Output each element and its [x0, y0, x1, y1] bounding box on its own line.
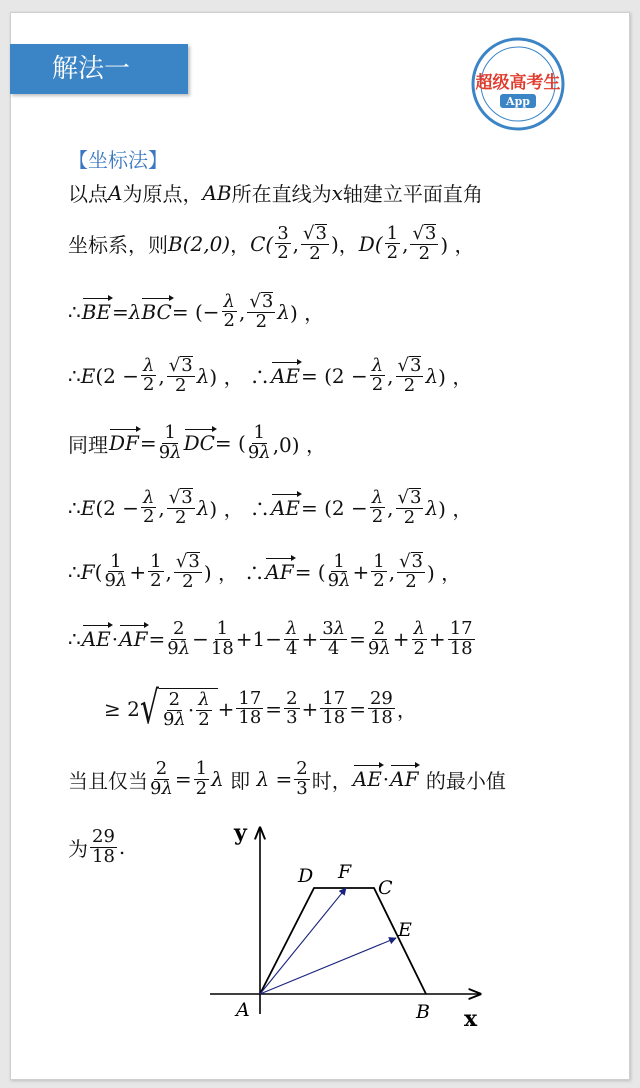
intro-line: 以点 A 为原点， AB 所在直线为 x 轴建立平面直角 — [68, 180, 483, 206]
e-line-1: ∴ E (2 − $\frac{\lambda}{2}$ , $\frac{√3}{2}$ λ ) ， ∴ AE = (2 − $\frac{\lambda}{2}$ , $\frac{√3}{2}$ λ ) ， — [68, 354, 473, 396]
label-d: D — [298, 865, 314, 887]
e-line-2: ∴ E (2 − $\frac{\lambda}{2}$ , $\frac{√3}{2}$ λ ) ， ∴ AE = (2 − $\frac{\lambda}{2}$ , $\frac{√3}{2}$ λ ) ， — [68, 486, 473, 528]
label-y: y — [234, 820, 247, 846]
trapezoid — [260, 888, 426, 994]
geometry-diagram — [200, 816, 500, 1036]
inequality-line: ≥ 2 √ $\frac{2}{9\lambda}$ · $\frac{\lambda}{2}$ + $\frac{17}{18}$ = $\frac{2}{3}$ + $\frac{17}{18}$ = $\frac{29}{18}$ ， — [104, 682, 417, 736]
label-a: A — [236, 999, 250, 1021]
f-line: ∴ F ( $\frac{1}{9\lambda}$ + $\frac{1}{2}$ , $\frac{√3}{2}$ ) ， ∴ AF = ( $\frac{1}{9\lambda}$ + $\frac{1}{2}$ , $\frac{√3}{2}$ ) ， — [68, 550, 462, 592]
coordinate-line: 坐标系，则 B(2,0) ， C( $\frac{3}{2}$ , $\frac{√3}{2}$ ) ， D( $\frac{1}{2}$ , $\frac{√3}{2}$ ) ， — [68, 222, 475, 264]
vector-ae — [260, 938, 396, 994]
df-line: 同理 DF = $\frac{1}{9\lambda}$ DC = ( $\frac{1}{9\lambda}$ ,0) ， — [68, 422, 326, 463]
logo-main-text: 超级高考生 — [475, 73, 561, 93]
label-x: x — [464, 1006, 478, 1032]
conclusion-line: 当且仅当 $\frac{2}{9\lambda}$ = $\frac{1}{2}$ λ 即 λ = $\frac{2}{3}$ 时， AE · AF 的最小值 — [68, 758, 506, 799]
label-c: C — [378, 877, 393, 899]
label-f: F — [338, 861, 352, 883]
solution-tag: 解法一 — [10, 44, 188, 94]
app-logo-icon — [470, 36, 566, 132]
vector-af — [260, 888, 346, 994]
label-e: E — [398, 919, 412, 941]
be-line: ∴ BE = λ BC = (− $\frac{\lambda}{2}$ , $\frac{√3}{2}$ λ ) ， — [68, 290, 325, 332]
method-title: 【坐标法】 — [68, 148, 168, 172]
dot-product-line: ∴ AE · AF = $\frac{2}{9\lambda}$ − $\frac{1}{18}$ +1− $\frac{\lambda}{4}$ + $\frac{3\lambda}{4}$ = $\frac{2}{9\lambda}$ + $\frac{\lambda}{2}$ + $\frac{17}{18}$ — [68, 618, 473, 659]
logo-badge-text: App — [506, 95, 530, 108]
answer-line: 为 $\frac{29}{18}$ . — [68, 826, 126, 867]
label-b: B — [416, 1001, 430, 1023]
